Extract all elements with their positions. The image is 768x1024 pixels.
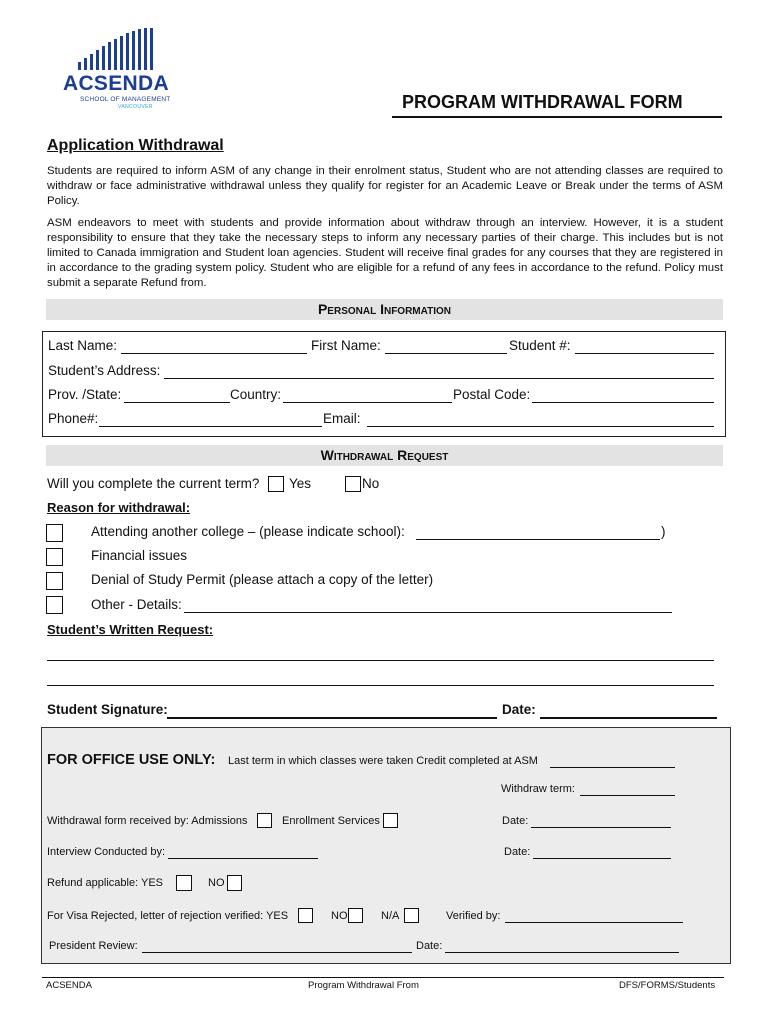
student-number-label: Student #: bbox=[509, 338, 571, 353]
enrollment-services-checkbox[interactable] bbox=[383, 813, 398, 828]
footer-right: DFS/FORMS/Students bbox=[619, 980, 716, 991]
reason-financial-label: Financial issues bbox=[91, 548, 188, 563]
country-label: Country: bbox=[230, 387, 282, 402]
footer-center: Program Withdrawal From bbox=[308, 980, 419, 991]
complete-term-no-checkbox[interactable] bbox=[345, 476, 361, 492]
visa-na-checkbox[interactable] bbox=[404, 908, 419, 923]
last-name-field[interactable] bbox=[121, 353, 307, 354]
reason-other-checkbox[interactable] bbox=[46, 596, 63, 614]
personal-info-box bbox=[42, 331, 726, 437]
enrollment-services-label: Enrollment Services bbox=[282, 815, 380, 827]
received-date-field[interactable] bbox=[531, 827, 671, 828]
signature-label: Student Signature: bbox=[47, 702, 168, 717]
withdraw-term-label: Withdraw term: bbox=[501, 783, 575, 795]
signature-date-label: Date: bbox=[502, 702, 536, 717]
received-by-label: Withdrawal form received by: Admissions bbox=[47, 815, 248, 827]
interview-date-field[interactable] bbox=[533, 858, 671, 859]
reason-college-label: Attending another college – (please indicate school): bbox=[91, 524, 405, 539]
president-date-label: Date: bbox=[416, 940, 443, 952]
withdrawal-request-heading: Withdrawal Request bbox=[46, 445, 723, 466]
phone-field[interactable] bbox=[99, 426, 322, 427]
complete-term-yes-label: Yes bbox=[289, 476, 312, 491]
email-field[interactable] bbox=[367, 426, 714, 427]
footer-rule bbox=[42, 977, 724, 978]
address-field[interactable] bbox=[164, 378, 714, 379]
reason-permit-label: Denial of Study Permit (please attach a copy of the letter) bbox=[91, 572, 434, 587]
postal-code-field[interactable] bbox=[532, 402, 714, 403]
complete-term-yes-checkbox[interactable] bbox=[268, 476, 284, 492]
personal-info-heading: Personal Information bbox=[46, 299, 723, 320]
reason-college-school-field[interactable] bbox=[416, 539, 660, 540]
visa-label: For Visa Rejected, letter of rejection verified: YES bbox=[47, 910, 289, 922]
logo-location: VANCOUVER bbox=[118, 104, 153, 110]
prov-state-label: Prov. /State: bbox=[48, 387, 122, 402]
logo-bars-icon bbox=[78, 28, 160, 70]
admissions-checkbox[interactable] bbox=[257, 813, 272, 828]
last-term-label: Last term in which classes were taken Credit completed at ASM bbox=[228, 755, 538, 767]
title-rule bbox=[392, 116, 722, 118]
first-name-label: First Name: bbox=[311, 338, 381, 353]
phone-label: Phone#: bbox=[48, 411, 99, 426]
interview-label: Interview Conducted by: bbox=[47, 846, 166, 858]
verified-by-field[interactable] bbox=[505, 922, 683, 923]
refund-yes-checkbox[interactable] bbox=[176, 875, 192, 891]
last-term-field[interactable] bbox=[550, 767, 675, 768]
reason-other-details-field[interactable] bbox=[184, 612, 672, 613]
logo-wordmark: ACSENDA bbox=[63, 72, 169, 95]
visa-na-label: N/A bbox=[381, 910, 400, 922]
email-label: Email: bbox=[323, 411, 361, 426]
form-title: PROGRAM WITHDRAWAL FORM bbox=[402, 92, 683, 112]
student-number-field[interactable] bbox=[575, 353, 714, 354]
application-heading: Application Withdrawal bbox=[47, 137, 224, 154]
refund-label: Refund applicable: YES bbox=[47, 877, 163, 889]
last-name-label: Last Name: bbox=[48, 338, 118, 353]
refund-no-checkbox[interactable] bbox=[227, 875, 242, 891]
office-use-heading: FOR OFFICE USE ONLY: bbox=[47, 752, 216, 768]
president-date-field[interactable] bbox=[445, 952, 679, 953]
reason-other-label: Other - Details: bbox=[91, 597, 182, 612]
received-date-label: Date: bbox=[502, 815, 529, 827]
reason-college-close: ) bbox=[661, 524, 666, 539]
signature-date-field[interactable] bbox=[540, 717, 717, 719]
reason-permit-checkbox[interactable] bbox=[46, 572, 63, 590]
president-review-field[interactable] bbox=[142, 952, 412, 953]
country-field[interactable] bbox=[283, 402, 452, 403]
written-request-line-1[interactable] bbox=[47, 660, 714, 661]
withdraw-term-field[interactable] bbox=[580, 795, 675, 796]
visa-no-checkbox[interactable] bbox=[348, 908, 363, 923]
application-para-1: Students are required to inform ASM of any change in their enrolment status, Student who are not attending classes are required to withdraw or face administrative withdrawal unless they qualify for register for an Academic Leave or Break under the terms of ASM Policy. bbox=[47, 165, 723, 207]
footer-left: ACSENDA bbox=[46, 980, 92, 991]
president-review-label: President Review: bbox=[49, 940, 138, 952]
prov-state-field[interactable] bbox=[124, 402, 230, 403]
reason-heading: Reason for withdrawal: bbox=[47, 500, 191, 515]
signature-field[interactable] bbox=[167, 717, 497, 719]
reason-financial-checkbox[interactable] bbox=[46, 548, 63, 566]
interview-date-label: Date: bbox=[504, 846, 531, 858]
visa-yes-checkbox[interactable] bbox=[298, 908, 313, 923]
interview-field[interactable] bbox=[168, 858, 318, 859]
refund-no-label: NO bbox=[208, 877, 225, 889]
application-para-2: ASM endeavors to meet with students and provide information about withdraw through an interview. However, it is a student responsibility to ensure that they take the necessary steps to inform any necessary parties of their charge. This includes but is not limited to Canada immigration and Student loan agencies. Student will receive final grades for any courses that they are registered in in accordance to the grading system policy. Student who are eligible for a refund of any fees in accordance to the refund. Policy must submit a separate Refund from. bbox=[47, 217, 723, 289]
written-request-line-2[interactable] bbox=[47, 685, 714, 686]
complete-term-question: Will you complete the current term? bbox=[47, 476, 260, 491]
postal-code-label: Postal Code: bbox=[453, 387, 531, 402]
address-label: Student’s Address: bbox=[48, 363, 161, 378]
reason-college-checkbox[interactable] bbox=[46, 524, 63, 542]
complete-term-no-label: No bbox=[362, 476, 380, 491]
visa-no-label: NO bbox=[331, 910, 348, 922]
verified-by-label: Verified by: bbox=[446, 910, 501, 922]
written-request-heading: Student’s Written Request: bbox=[47, 622, 214, 637]
first-name-field[interactable] bbox=[385, 353, 507, 354]
logo-tagline: SCHOOL OF MANAGEMENT bbox=[80, 96, 171, 103]
